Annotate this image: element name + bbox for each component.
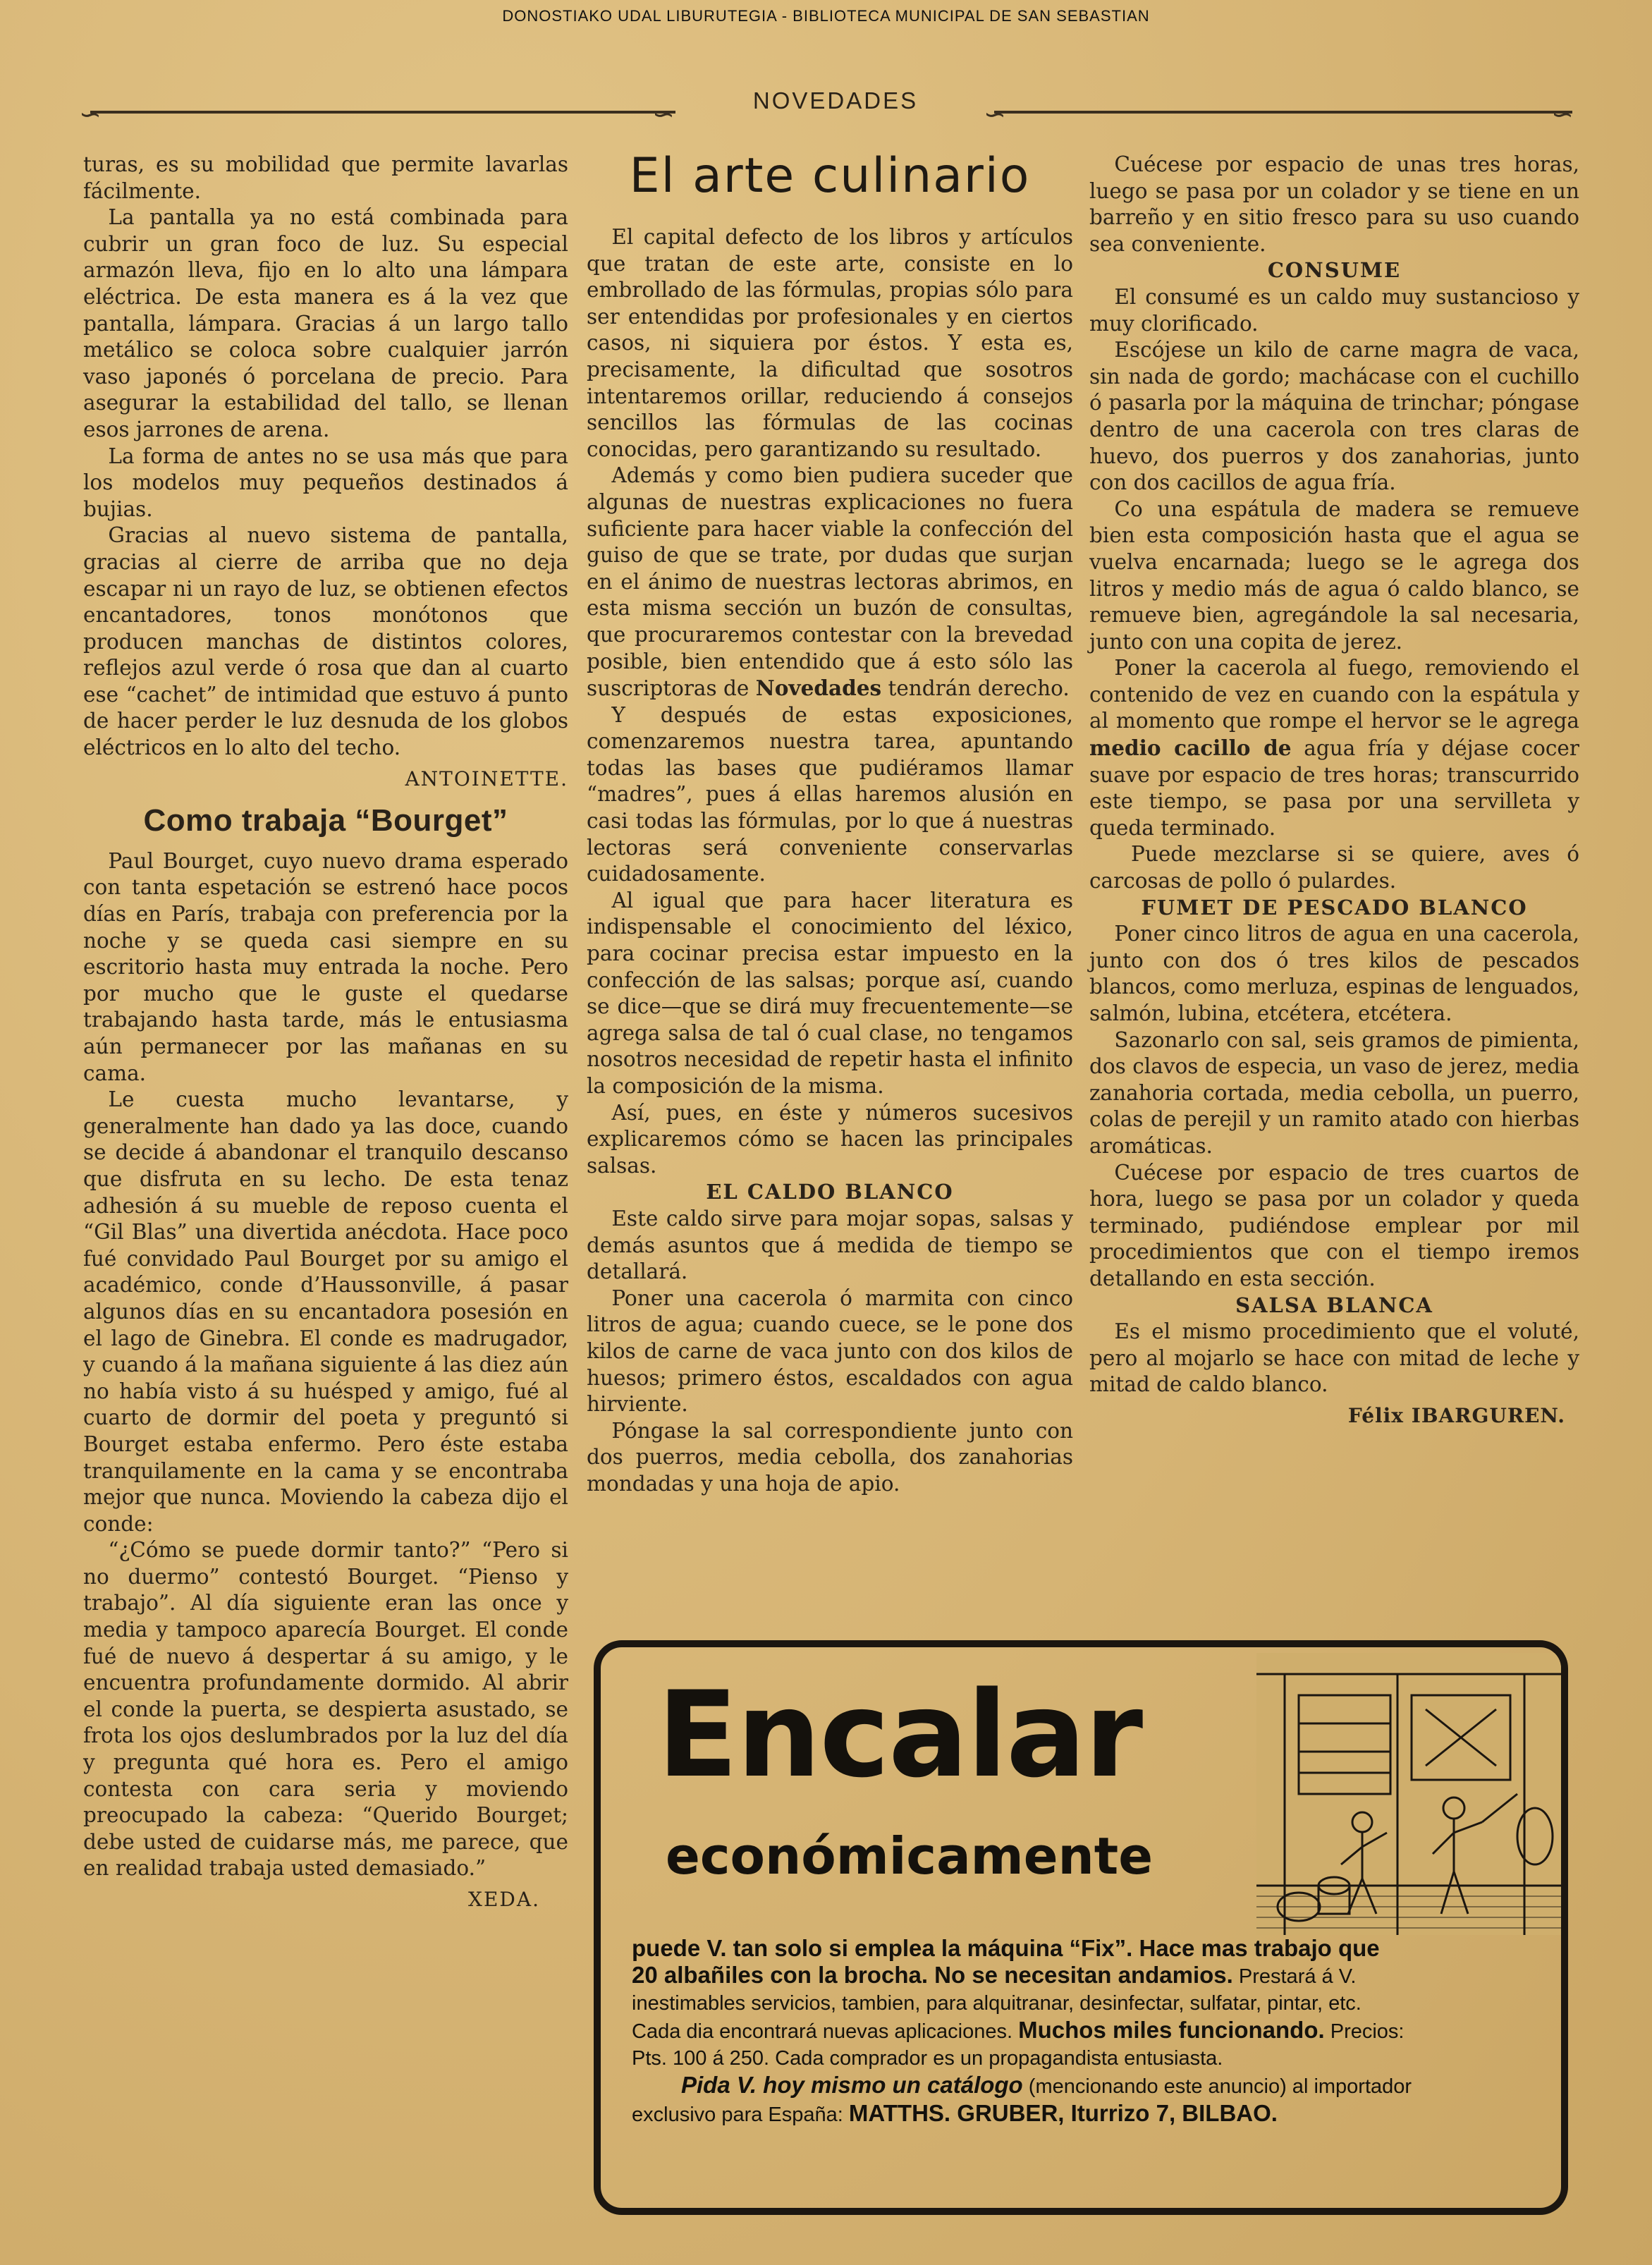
painter-illustration-icon — [1256, 1653, 1561, 1935]
ad-line — [632, 1962, 1548, 1990]
paragraph: Sazonarlo con sal, seis gramos de pimienta, dos clavos de especia, un vaso de jerez, media zanahoria cortada, media cebolla, un puerro, colas de perejil y un ramito atado con hierbas aromáticas. — [1089, 1027, 1579, 1158]
paragraph: Al igual que para hacer literatura es indispensable el conocimiento del léxico, para cocinar precisa estar impuesto en la confección de las salsas; porque así, cuando se dice—que se dirá muy frecuentemente—se agrega salsa de tal ó cual clase, no tengamos nosotros necesidad de repetir hasta el infinito la composición de la misma. — [587, 888, 1073, 1098]
paragraph — [587, 463, 1073, 702]
ad-text: Precios: — [1330, 2020, 1405, 2043]
ad-line: Pts. 100 á 250. Cada comprador es un propagandista entusiasta. — [632, 2047, 1223, 2070]
paragraph: Poner una cacerola ó marmita con cinco litros de agua; cuando cuece, se le pone dos kilos de carne de vaca junto con dos kilos de huesos; primero éstos, escaldados con agua hirviente. — [587, 1286, 1073, 1417]
paragraph: Paul Bourget, cuyo nuevo drama esperado con tanta espetación se estrenó hace pocos días en París, trabaja con preferencia por la noche y se queda casi siempre en su escritorio hasta muy entrada la noche. Pero por mucho que le guste el quedarse trabajando hasta tarde, más le entusiasma aún permanecer por las mañanas en su cama. — [83, 848, 568, 1085]
ad-title: Encalar — [657, 1666, 1142, 1804]
ad-line: inestimables servicios, tambien, para alquitranar, desinfectar, sulfatar, pintar, etc. — [632, 1992, 1362, 2015]
header-rule-left — [90, 111, 675, 114]
paragraph: Póngase la sal correspondiente junto con dos puerros, media cebolla, dos zanahorias mondadas y una hoja de apio. — [587, 1418, 1073, 1496]
paragraph: El consumé es un caldo muy sustancioso y muy clorificado. — [1089, 284, 1579, 336]
paragraph: Escójese un kilo de carne magra de vaca, sin nada de gordo; machácase con el cuchillo ó pasarla por la máquina de trinchar; póngase dentro de una cacerola con tres claras de huevo, dos puerros y dos zanahorias, junto con dos cacillos de agua fría. — [1089, 338, 1579, 495]
paragraph: Gracias al nuevo sistema de pantalla, gracias al cierre de arriba que no deja escapar ni un rayo de luz, se obtienen efectos encantadores, tonos monótonos que producen manchas de distintos colores, reflejos azul verde ó rosa que dan al cuarto ese “cachet” de intimidad que estuvo á punto de hacer perder le luz desnuda de los globos eléctricos en lo alto del techo. — [83, 523, 568, 760]
subheading-fumet: FUMET DE PESCADO BLANCO — [1141, 895, 1528, 920]
ad-line — [632, 2017, 1548, 2045]
paragraph-text: tendrán derecho. — [888, 676, 1070, 701]
paragraph: La forma de antes no se usa más que para los modelos muy pequeños destinados á bujias. — [83, 444, 568, 521]
signature-xeda: XEDA. — [468, 1888, 540, 1911]
ad-text: Cada dia encontrará nuevas aplicaciones. — [632, 2020, 1013, 2043]
ornament-left-icon: ∽ — [79, 99, 102, 130]
ad-line — [632, 2100, 1548, 2128]
column-3 — [1089, 152, 1579, 1429]
paragraph: Cuécese por espacio de tres cuartos de hora, luego se pasa por un colador y queda terminado, pudiéndose emplear por mil procedimientos que con el tiempo iremos detallando en esta sección. — [1089, 1160, 1579, 1290]
subheading-salsa-blanca: SALSA BLANCA — [1235, 1293, 1433, 1317]
ornament-center-left-icon: ∽ — [652, 99, 675, 130]
paragraph-text: agua fría y déjase cocer suave por espacio de tres horas; transcurrido este tiempo, se pasa por una servilleta y queda terminado. — [1089, 736, 1579, 840]
paragraph: El capital defecto de los libros y artículos que tratan de este arte, consiste en lo embrollado de las fórmulas, propias sólo para ser entendidas por profesionales y en ciertos casos, ni siquiera por éstos. Y esta es, precisamente, la dificultad que sosotros intentaremos orillar, reduciendo á consejos sencillos las fórmulas de las cocinas conocidas, pero garantizando su resultado. — [587, 225, 1073, 461]
paragraph: Así, pues, en éste y números sucesivos explicaremos cómo se hacen las principales salsas. — [587, 1100, 1073, 1178]
paragraph: turas, es su mobilidad que permite lavarlas fácilmente. — [83, 152, 568, 203]
ad-line: puede V. tan solo si emplea la máquina “Fix”. Hace mas trabajo que — [632, 1935, 1380, 1961]
signature-antoinette: ANTOINETTE. — [405, 767, 568, 790]
paragraph: Y después de estas exposiciones, comenzaremos nuestra tarea, apuntando todas las bases que pudiéramos llamar “madres”, pues á ellas haremos alusión en casi todas las fórmulas, por lo que á nuestras lectoras será conveniente conservarlas cuidadosamente. — [587, 702, 1073, 886]
paragraph — [1089, 655, 1579, 841]
article-headline-bourget: Como trabaja “Bourget” — [143, 803, 508, 838]
paragraph: La pantalla ya no está combinada para cubrir un gran foco de luz. Su especial armazón lleva, fijo en lo alto una lámpara eléctrica. De esta manera es á la vez que pantalla, lámpara. Gracias á un largo tallo metálico se coloca sobre cualquier jarrón vaso japonés ó porcelana de precio. Para asegurar la estabilidad del tallo, se llenan esos jarrones de arena. — [83, 205, 568, 441]
ad-line — [632, 2072, 1548, 2100]
ornament-center-right-icon: ∽ — [984, 99, 1006, 130]
paragraph: “¿Cómo se puede dormir tanto?” “Pero si no duermo” contestó Bourget. “Pienso y trabajo”. Al día siguiente eran las once y media y tampoco aparecía Bourget. El conde fué de nuevo á despertar á su amigo, y le encuentra profundamente dormido. Al abrir el conde la puerta, se despierta asustado, se frota los ojos deslumbrados por la luz del día y pregunta qué hora es. Pero el amigo contesta con cara seria y moviendo preocupado la cabeza: “Querido Bourget; debe usted de cuidarse más, me parece, que en realidad trabaja usted demasiado.” — [83, 1538, 568, 1881]
ad-text: (mencionando este anuncio) al importador — [1028, 2075, 1412, 2098]
ad-bold-text: 20 albañiles con la brocha. No se necesitan andamios. — [632, 1962, 1233, 1988]
paragraph-text: Además y como bien pudiera suceder que algunas de nuestras explicaciones no fuera suficiente para hacer viable la confección del guiso de que se trate, por dudas que surjan en el ánimo de nuestras lectoras abrimos, en esta misma sección un buzón de consultas, que procuraremos contestar con la brevedad posible, bien entendido que á esto sólo las suscriptoras de — [587, 463, 1073, 701]
paragraph: Este caldo sirve para mojar sopas, salsas y demás asuntos que á medida de tiempo se detallará. — [587, 1206, 1073, 1284]
signature-ibarguren: Félix IBARGUREN. — [1347, 1403, 1565, 1427]
paragraph: Poner cinco litros de agua en una cacerola, junto con dos ó tres kilos de pescados blancos, como merluza, espinas de lenguados, salmón, lubina, etcétera, etcétera. — [1089, 922, 1579, 1025]
ad-bold-text: Pida V. hoy mismo un catálogo — [681, 2072, 1023, 2098]
header-rule-right — [994, 111, 1572, 114]
paragraph: Co una espátula de madera se remueve bien esta composición hasta que el agua se vuelva encarnada; luego se le agrega dos litros y medio más de agua ó caldo blanco, se remueve bien, agregándole la sal necesaria, junto con una copita de jerez. — [1089, 496, 1579, 654]
paragraph-text: Poner la cacerola al fuego, removiendo el contenido de vez en cuando con la espátula y al momento que rompe el hervor se le agrega — [1089, 656, 1579, 733]
subheading-caldo-blanco: EL CALDO BLANCO — [706, 1180, 954, 1204]
paragraph: Puede mezclarse si se quiere, aves ó carcosas de pollo ó pulardes. — [1089, 842, 1579, 893]
magazine-name: Novedades — [755, 676, 882, 701]
column-1 — [83, 152, 568, 1913]
ad-bold-text: MATTHS. GRUBER, Iturrizo 7, BILBAO. — [848, 2100, 1278, 2126]
ad-bold-text: Muchos miles funcionando. — [1018, 2017, 1325, 2043]
ad-subtitle: económicamente — [666, 1826, 1154, 1886]
advertisement-encalar — [594, 1640, 1568, 2215]
paragraph: Es el mismo procedimiento que el voluté, pero al mojarlo se hace con mitad de leche y mitad de caldo blanco. — [1089, 1319, 1579, 1397]
emphasis-text: medio cacillo de — [1089, 735, 1292, 761]
subheading-consume: CONSUME — [1267, 258, 1402, 283]
column-2 — [587, 224, 1073, 1498]
ornament-right-icon: ∽ — [1551, 99, 1574, 130]
paragraph: Le cuesta mucho levantarse, y generalmente han dado ya las doce, cuando se decide á abandonar el tranquilo descanso que disfruta en su lecho. De esta tenaz adhesión á su mueble de reposo cuenta el “Gil Blas” una divertida anécdota. Hace poco fué convidado Paul Bourget por su amigo el académico, conde d’Haussonville, á pasar algunos días en su encantadora posesión en el lago de Ginebra. El conde es madrugador, y cuando á la mañana siguiente á las diez aún no había visto á su huésped y amigo, fué al cuarto de dormir del poeta y preguntó si Bourget estaba enfermo. Pero éste estaba tranquilamente en la cama y se encontraba mejor que nunca. Moviendo la cabeza dijo el conde: — [83, 1087, 568, 1536]
library-watermark: DONOSTIAKO UDAL LIBURUTEGIA - BIBLIOTECA MUNICIPAL DE SAN SEBASTIAN — [502, 7, 1150, 25]
ad-text: Prestará á V. — [1238, 1965, 1357, 1988]
page-header-title: NOVEDADES — [752, 87, 919, 114]
ad-body — [632, 1935, 1548, 2128]
ad-text: exclusivo para España: — [632, 2104, 843, 2126]
article-headline-culinario: El arte culinario — [629, 148, 1031, 204]
paragraph: Cuécese por espacio de unas tres horas, luego se pasa por un colador y se tiene en un barreño y en sitio fresco para su uso cuando sea conveniente. — [1089, 152, 1579, 256]
